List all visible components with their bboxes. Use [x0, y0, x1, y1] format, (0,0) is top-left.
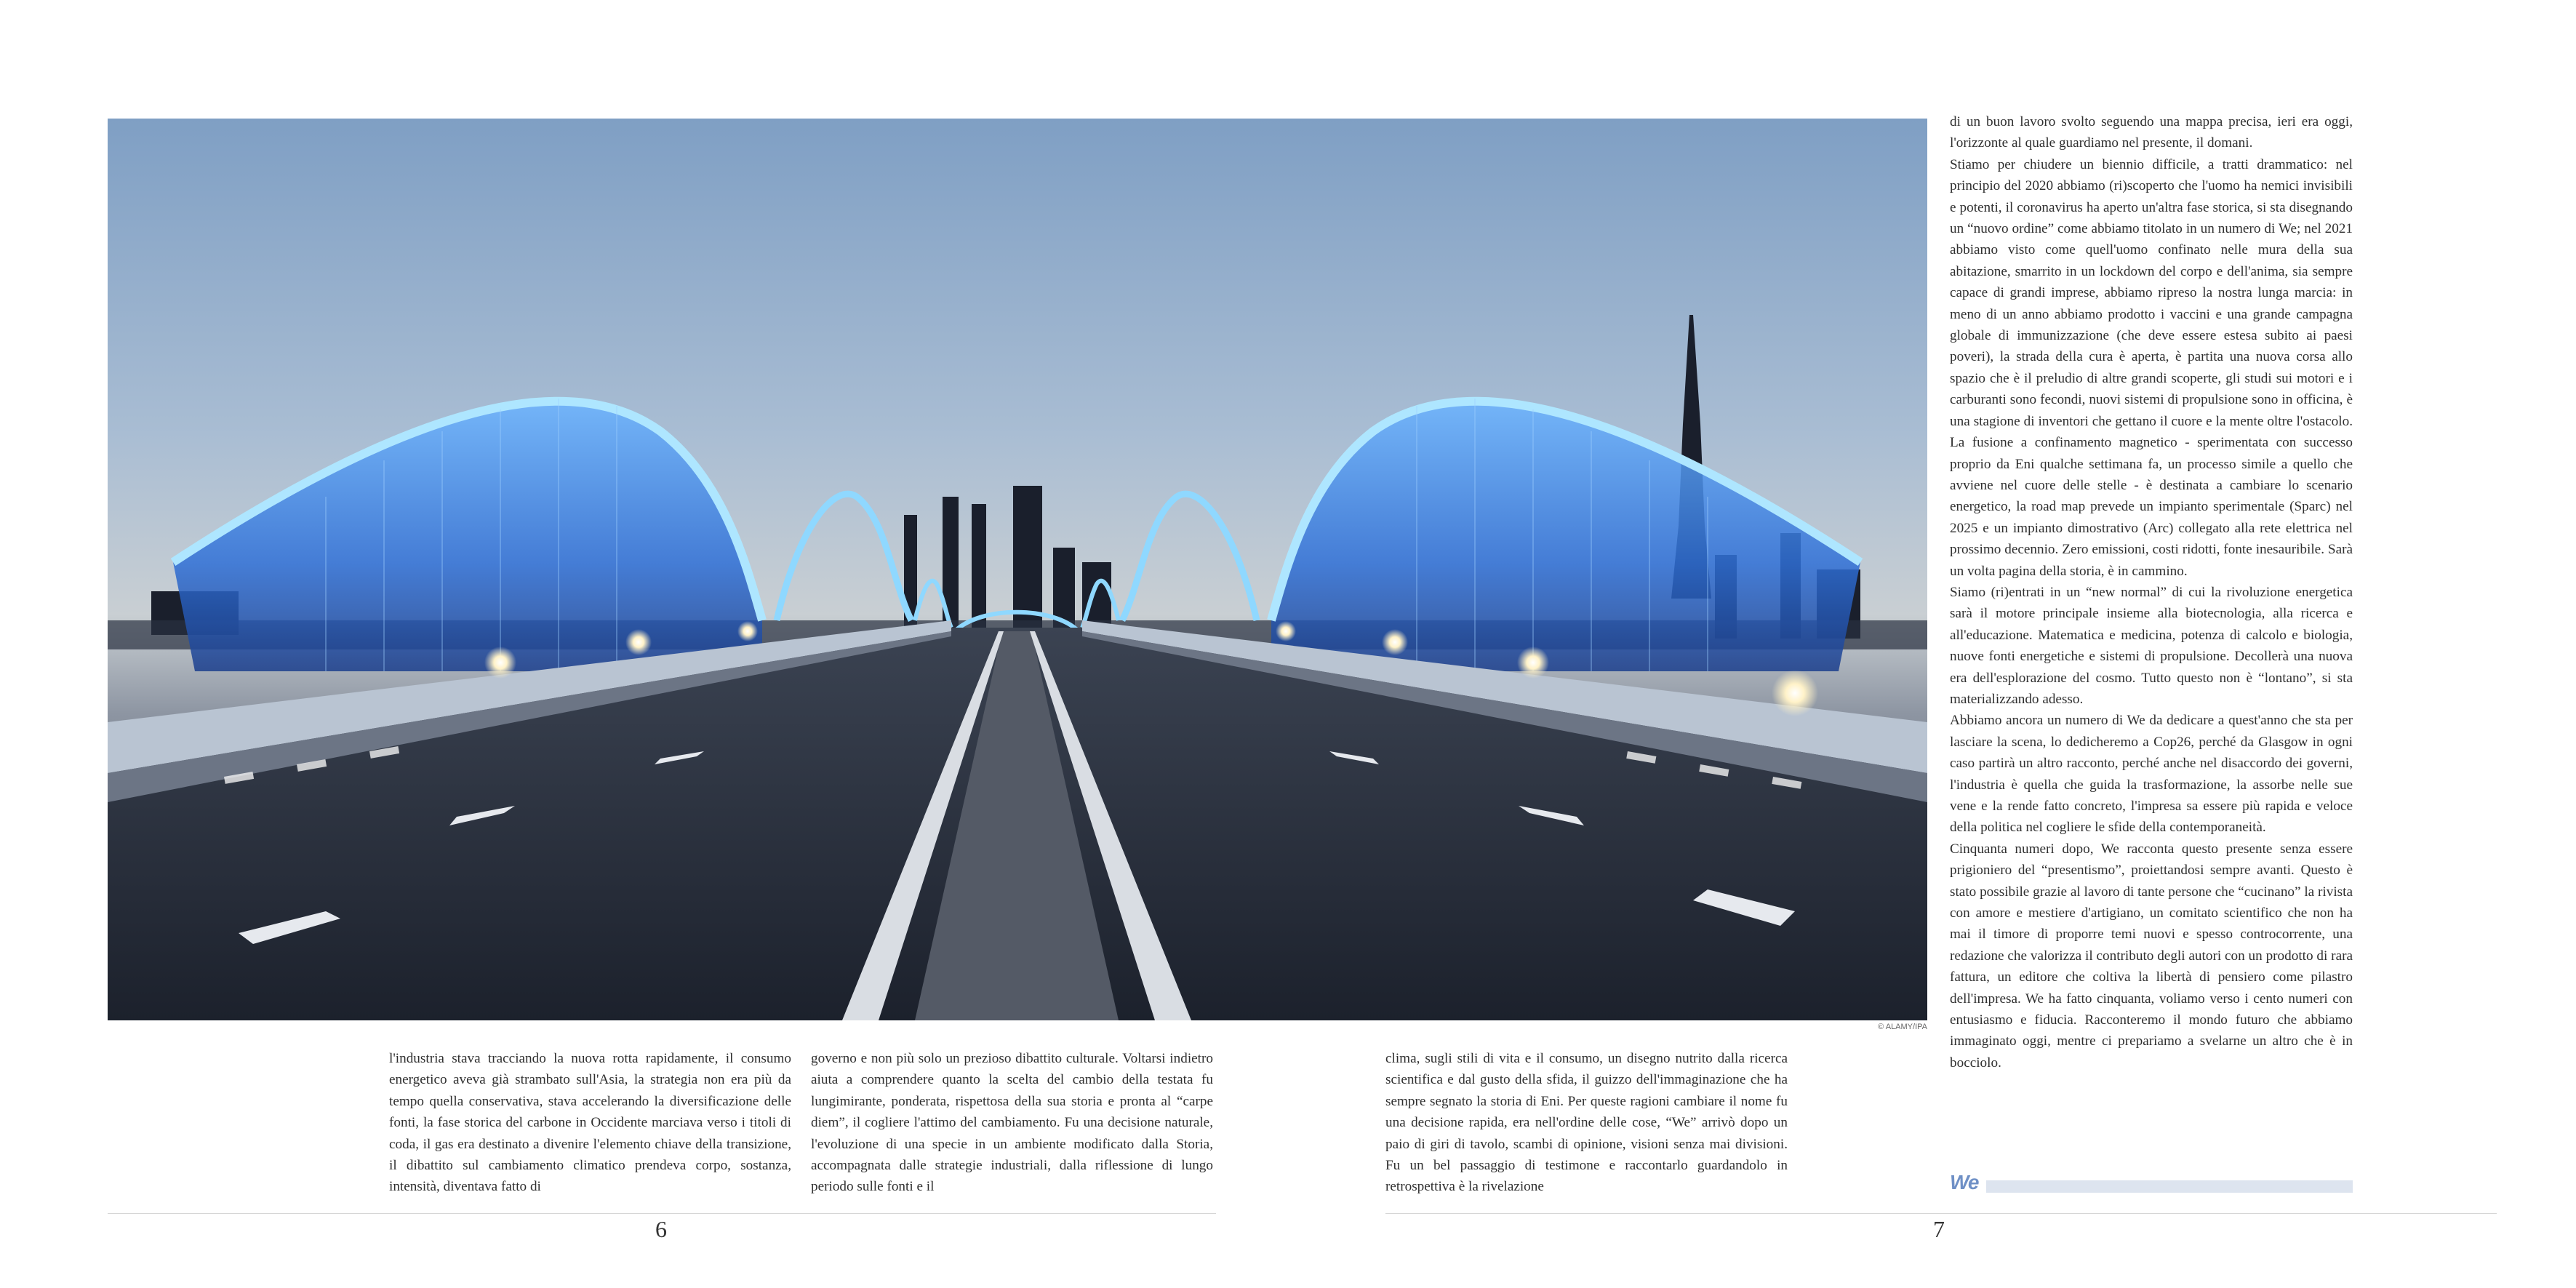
paragraph: Stiamo per chiudere un biennio difficile, a tratti drammatico: nel principio del 2020 abbiamo (ri)scoperto che l'uomo ha nemici invisibili e potenti, il coronavirus ha aperto un'altra fase storica, si sta disegnando un “nuovo ordine” come abbiamo titolato in un numero di We; nel 2021 abbiamo visto come quell'uomo confinato nelle mura della sua abitazione, smarrito in un lockdown del corpo e dell'anima, sia sempre capace di grandi imprese, abbiamo ripreso la nostra lunga marcia: in meno di un anno abbiamo prodotto i vaccini e una grande campagna globale di immunizzazione (che deve essere estesa subito ai paesi poveri), la strada della cura è aperta, è partita una nuova corsa allo spazio che è il preludio di altre grandi scoperte, gli studi sui motori e i carburanti sono fecondi, nuovi sistemi di propulsione sono in officina, è una stagione di inventori che gettano il cuore e la mente oltre l'ostacolo. La fusione a confinamento magnetico - sperimentata con successo proprio da Eni qualche settimana fa, un processo simile a quello che avviene nel cuore delle stelle - è destinata a cambiare lo scenario energetico, la road map prevede un impianto sperimentale (Sparc) nel 2025 e un impianto dimostrativo (Arc) collegato alla rete elettrica nel prossimo decennio. Zero emissioni, costi ridotti, fonte inesauribile. Sarà un volta pagina della storia, è in cammino.	[1950, 156, 2353, 579]
page-number-right: 7	[1933, 1216, 1945, 1242]
paragraph: clima, sugli stili di vita e il consumo, un disegno nutrito dalla ricerca scientifica e dal gusto della sfida, il guizzo dell'immaginazione che ha sempre segnato la storia di Eni. Per queste ragioni cambiare il nome fu una decisione rapida, era nell'ordine delle cose, “We” arrivò dopo un paio di giri di tavolo, scambi di opinione, visioni senza mai divisioni. Fu un bel passaggio di testimone e raccontarlo guardandolo in retrospettiva è la rivelazione	[1385, 1051, 1788, 1195]
footer-rule-left	[108, 1213, 1216, 1214]
page-number-left: 6	[655, 1216, 667, 1242]
bridge-illustration	[108, 119, 1927, 1020]
text-column-4	[1950, 111, 2353, 1073]
text-column-2	[811, 1048, 1213, 1198]
endmark-band	[1986, 1180, 2353, 1193]
photo-credit: © ALAMY/IPA	[1878, 1023, 1927, 1031]
text-column-1	[389, 1048, 791, 1198]
text-column-3	[1385, 1048, 1788, 1198]
bridge-photo	[108, 119, 1927, 1020]
we-logo: We	[1950, 1171, 1979, 1193]
footer-rule-right	[1385, 1213, 2497, 1214]
paragraph: di un buon lavoro svolto seguendo una mappa precisa, ieri era oggi, l'orizzonte al quale guardiamo nel presente, il domani.	[1950, 114, 2353, 151]
paragraph: Cinquanta numeri dopo, We racconta questo presente senza essere prigioniero del “presentismo”, proiettandosi sempre avanti. Questo è stato possibile grazie al lavoro di tante persone che “cucinano” la rivista con amore e mestiere d'artigiano, un comitato scientifico che non ha mai il timore di proporre temi nuovi e spesso controcorrente, una redazione che valorizza il contributo degli autori con un prodotto di rara fattura, un editore che coltiva la libertà di pensiero come pilastro dell'impresa. We ha fatto cinquanta, voliamo verso i cento numeri con entusiasmo e fiducia. Racconteremo il mondo futuro che abbiamo immaginato oggi, mentre ci prepariamo a svelarne un altro che è in bocciolo.	[1950, 841, 2353, 1071]
paragraph: Siamo (ri)entrati in un “new normal” di cui la rivoluzione energetica sarà il motore principale insieme alla biotecnologia, alla ricerca e all'educazione. Matematica e medicina, potenza di calcolo e biologia, nuove fonti energetiche e sistemi di propulsione. Decollerà una nuova era dell'esplorazione del cosmo. Tutto questo non è “lontano”, si sta materializzando adesso.	[1950, 584, 2353, 707]
paragraph: l'industria stava tracciando la nuova rotta rapidamente, il consumo energetico aveva già strambato sull'Asia, la strategia non era più da tempo quella conservativa, stava accelerando la diversificazione delle fonti, la fase storica del carbone in Occidente marciava verso i titoli di coda, il gas era destinato a divenire l'elemento chiave della transizione, il dibattito sul cambiamento climatico prendeva corpo, sostanza, intensità, diventava fatto di	[389, 1051, 791, 1195]
we-endmark	[1950, 1171, 2353, 1193]
paragraph: governo e non più solo un prezioso dibattito culturale. Voltarsi indietro aiuta a comprendere quanto la scelta del cambio della testata fu lungimirante, ponderata, rispettosa della sua storia e pronta al “carpe diem”, il cogliere l'attimo del cambiamento. Fu una decisione naturale, l'evoluzione di una specie in un ambiente modificato dalla Storia, accompagnata dalle strategie industriali, dalla riflessione di lungo periodo sulle fonti e il	[811, 1051, 1213, 1195]
paragraph: Abbiamo ancora un numero di We da dedicare a quest'anno che sta per lasciare la scena, lo dedicheremo a Cop26, perché da Glasgow in ogni caso partirà un altro racconto, perché anche nel disaccordo dei governi, l'industria è quella che guida la trasformazione, la assorbe nelle sue vene e la rende fatto concreto, l'impresa sa essere più rapida e veloce della politica nel cogliere le sfide della contemporaneità.	[1950, 713, 2353, 836]
